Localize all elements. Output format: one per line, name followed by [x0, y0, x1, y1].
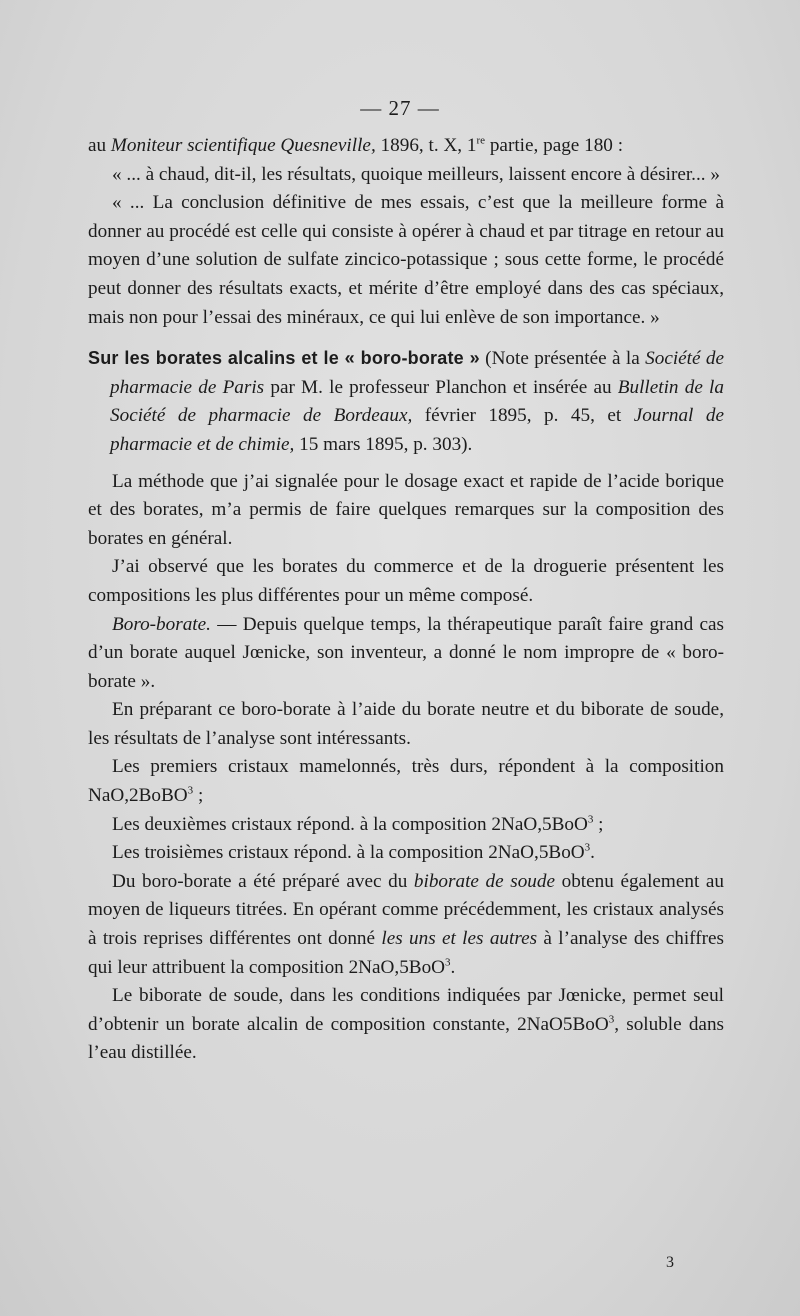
paragraph-3-quote: « ... La conclusion définitive de mes essais, c’est que la meilleure forme à donner au procédé est celle qui consiste à opérer à chaud et par titrage en retour au moyen d’une solution de sulfate zincico-potassique ; sous cette forme, le procédé peut donner des résultats exacts, et mérite d’être employé dans des cas spéciaux, mais non pour l’essai des minéraux, ce qui lui enlève de son importance. »: [88, 192, 724, 328]
section-title: Sur les borates alcalins et le « boro-borate »: [88, 348, 480, 369]
section-heading: Sur les borates alcalins et le « boro-borate » (Note présentée à la Société de pharmacie de Paris par M. le professeur Planchon et insérée au Bulletin de la Société de pharmacie de Bordeaux, février 1895, p. 45, et Journal de pharmacie et de chimie, 15 mars 1895, p. 303).: [88, 348, 724, 455]
paragraph-1: au Moniteur scientifique Quesneville, 1896, t. X, 1re partie, page 180 :: [88, 134, 624, 156]
signature-mark: 3: [666, 1254, 674, 1271]
paragraph-2-quote: « ... à chaud, dit-il, les résultats, quoique meilleurs, laissent encore à désirer... »: [112, 163, 720, 185]
body-text: [88, 132, 724, 1068]
paragraph-7: En préparant ce boro-borate à l’aide du borate neutre et du biborate de soude, les résultats de l’analyse sont intéressants.: [88, 699, 724, 749]
paragraph-4: La méthode que j’ai signalée pour le dosage exact et rapide de l’acide borique et des borates, m’a permis de faire quelques remarques sur la composition des borates en général.: [88, 470, 724, 549]
journal-title: Moniteur scientifique Quesneville,: [110, 135, 376, 156]
paragraph-5: J’ai observé que les borates du commerce et de la droguerie présentent les compositions les plus différentes pour un même composé.: [88, 556, 724, 606]
page-number: — 27 —: [360, 96, 440, 120]
paragraph-10: Les troisièmes cristaux répond. à la composition 2NaO,5BoO$^3$.: [112, 841, 595, 864]
paragraph-8: Les premiers cristaux mamelonnés, très durs, répondent à la composition NaO,2BoBO$^3$ ;: [88, 756, 724, 807]
paragraph-9: Les deuxièmes cristaux répond. à la composition 2NaO,5BoO$^3$ ;: [112, 813, 604, 835]
subsection-title: Boro-borate.: [112, 613, 211, 635]
paragraph-11: Du boro-borate a été préparé avec du biborate de soude obtenu également au moyen de liqueurs titrées. En opérant comme précédemment, les cristaux analysés à trois reprises différentes ont donné les uns et les autres à l’analyse des chiffres qui leur attribuent la composition 2NaO,5BoO$^3$.: [88, 870, 724, 978]
paragraph-12: Le biborate de soude, dans les conditions indiquées par Jœnicke, permet seul d’obtenir un borate alcalin de composition constante, 2NaO5BoO$^3$, soluble dans l’eau distillée.: [88, 985, 724, 1064]
paragraph-6: Boro-borate. — Depuis quelque temps, la thérapeutique paraît faire grand cas d’un borate auquel Jœnicke, son inventeur, a donné le nom impropre de « boro-borate ».: [88, 613, 724, 692]
